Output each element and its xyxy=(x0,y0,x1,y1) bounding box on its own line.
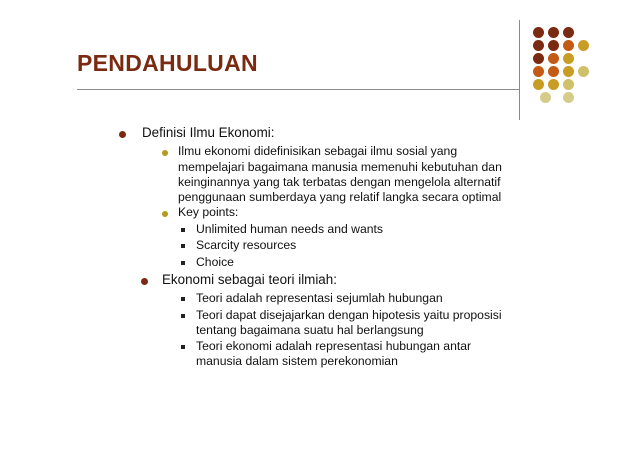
bullet-level2 xyxy=(162,150,168,156)
slide-title: PENDAHULUAN xyxy=(77,50,258,76)
subpoint-text: Scarcity resources xyxy=(196,238,297,252)
definition-line: penggunaan sumberdaya yang relatif langka secara optimal xyxy=(178,190,502,204)
subpoint-text: tentang bagaimana suatu hal berlangsung xyxy=(196,323,424,337)
definition-line: keinginannya yang tak terbatas dengan mengelola alternatif xyxy=(178,175,501,189)
definition-line: Ilmu ekonomi didefinisikan sebagai ilmu sosial yang xyxy=(178,144,458,158)
bullet-level3 xyxy=(181,228,185,232)
bullet-text: Ekonomi sebagai teori ilmiah: xyxy=(162,272,337,287)
bullet-level1 xyxy=(119,131,126,138)
bullet-level1 xyxy=(141,278,148,285)
subpoint-text: Choice xyxy=(196,255,234,269)
bullet-level3 xyxy=(181,345,185,349)
bullet-level3 xyxy=(181,244,185,248)
subpoint-text: Teori dapat disejajarkan dengan hipotesis yaitu proposisi xyxy=(196,308,502,322)
bullet-level3 xyxy=(181,297,185,301)
bullet-level2 xyxy=(162,211,168,217)
bullet-level3 xyxy=(181,314,185,318)
subpoint-text: Teori adalah representasi sejumlah hubungan xyxy=(196,291,443,305)
bullet-text: Key points: xyxy=(178,205,239,219)
definition-line: mempelajari bagaimana manusia memenuhi kebutuhan dan xyxy=(178,160,502,174)
subpoint-text: Unlimited human needs and wants xyxy=(196,222,383,236)
subpoint-text: manusia dalam sistem perekonomian xyxy=(196,354,398,368)
subpoint-text: Teori ekonomi adalah representasi hubungan antar xyxy=(196,339,472,353)
bullet-text: Definisi Ilmu Ekonomi: xyxy=(142,125,275,140)
bullet-level3 xyxy=(181,261,185,265)
